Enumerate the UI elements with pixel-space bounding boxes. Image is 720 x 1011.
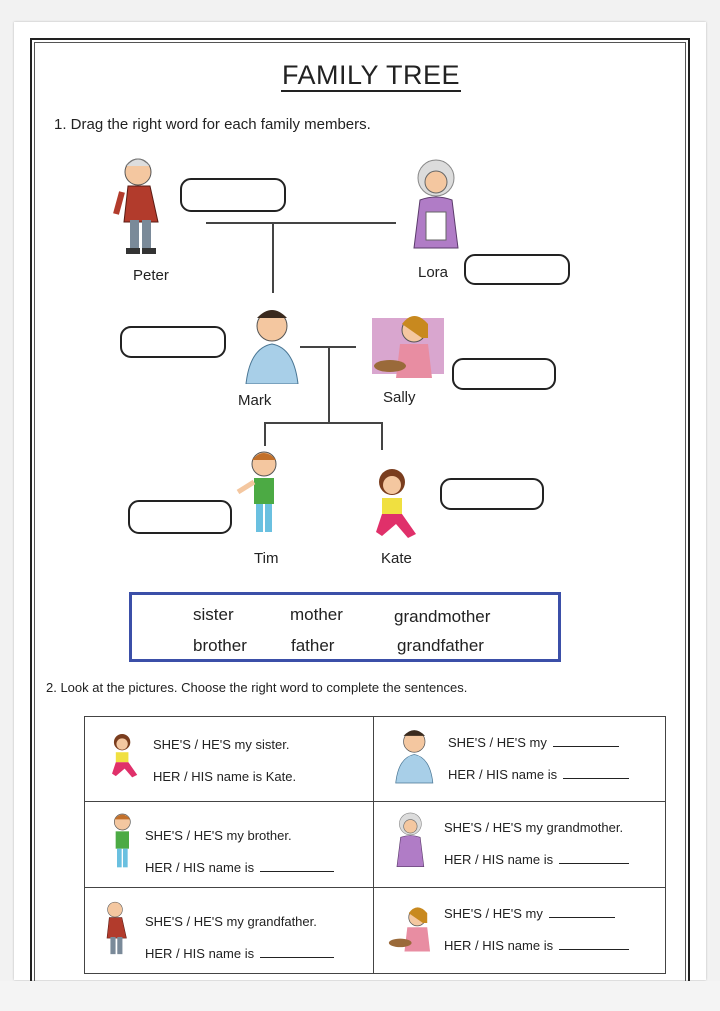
name-tim: Tim [254, 550, 279, 567]
word-grandmother[interactable]: grandmother [394, 607, 491, 626]
word-grandfather[interactable]: grandfather [397, 636, 484, 655]
sentence-r3-right-line1 [444, 906, 615, 921]
table-cell-r2-right [374, 802, 666, 887]
grandfather-illustration [110, 152, 180, 260]
table-cell-r3-right [374, 888, 666, 973]
answer-box-kate[interactable] [440, 478, 544, 510]
tree-line-child-left [264, 422, 266, 446]
answer-blank-r1-right-1[interactable] [553, 736, 619, 747]
answer-box-peter[interactable] [180, 178, 286, 212]
sentence-r3-left-line2-text: HER / HIS name is [145, 946, 255, 961]
father-illustration [238, 300, 308, 384]
sentence-r1-left-line1: SHE'S / HE'S my sister. [153, 737, 290, 752]
sister-thumbnail [107, 727, 141, 785]
word-father[interactable]: father [291, 636, 335, 655]
answer-box-mark[interactable] [120, 326, 226, 358]
word-mother[interactable]: mother [290, 605, 343, 624]
word-brother[interactable]: brother [193, 636, 247, 655]
answer-box-sally[interactable] [452, 358, 556, 390]
sentence-r2-right-line1: SHE'S / HE'S my grandmother. [444, 820, 624, 835]
table-cell-r1-left [85, 717, 373, 801]
sentence-r3-left-line1: SHE'S / HE'S my grandfather. [145, 914, 317, 929]
sentence-r2-left-line2-text: HER / HIS name is [145, 860, 255, 875]
page-bottom-margin [0, 981, 720, 1011]
name-lora: Lora [418, 264, 449, 281]
father-thumbnail [390, 721, 440, 785]
question-2-instruction: 2. Look at the pictures. Choose the right word to complete the sentences. [46, 680, 468, 695]
answer-blank-r2-left[interactable] [260, 861, 334, 872]
sentence-r3-right-line2 [444, 938, 629, 953]
table-cell-r2-left [85, 802, 373, 887]
grandfather-thumbnail [99, 896, 139, 962]
answer-blank-r2-right[interactable] [559, 853, 629, 864]
answer-blank-r3-right-2[interactable] [559, 939, 629, 950]
page-title: FAMILY TREE [282, 60, 461, 90]
table-cell-r3-left [85, 888, 373, 973]
answer-blank-r3-right-1[interactable] [549, 907, 615, 918]
name-sally: Sally [383, 389, 416, 406]
tree-line-parents-down [328, 347, 330, 423]
answer-blank-r3-left[interactable] [260, 947, 334, 958]
brother-illustration [232, 448, 292, 540]
sentence-r3-right-line2-text: HER / HIS name is [444, 938, 554, 953]
tree-line-grandparents-down [272, 223, 274, 293]
sentence-r1-right-line1-text: SHE'S / HE'S my [448, 735, 547, 750]
sister-illustration [368, 466, 422, 542]
brother-thumbnail [101, 808, 141, 876]
table-cell-r1-right [374, 717, 666, 801]
tree-line-child-right [381, 422, 383, 450]
grandmother-illustration [406, 152, 468, 260]
sentence-r2-right-line2 [444, 852, 629, 867]
sentence-r1-right-line1 [448, 735, 619, 750]
sentence-table [84, 716, 666, 974]
sentence-r1-right-line2 [448, 767, 629, 782]
sentence-r1-left-line2: HER / HIS name is Kate. [153, 769, 297, 784]
word-sister[interactable]: sister [193, 605, 234, 624]
word-bank [129, 592, 561, 662]
answer-box-lora[interactable] [464, 254, 570, 285]
sentence-r1-right-line2-text: HER / HIS name is [448, 767, 558, 782]
sentence-r2-right-line2-text: HER / HIS name is [444, 852, 554, 867]
name-peter: Peter [133, 267, 169, 284]
name-kate: Kate [381, 550, 412, 567]
mother-illustration [370, 306, 446, 384]
tree-line-grandparents [206, 222, 396, 224]
sentence-r2-left-line2 [145, 860, 334, 875]
name-mark: Mark [238, 392, 272, 409]
grandmother-thumbnail [392, 808, 430, 874]
question-1-instruction: 1. Drag the right word for each family members. [54, 116, 371, 133]
tree-line-children [264, 422, 382, 424]
answer-blank-r1-right-2[interactable] [563, 768, 629, 779]
sentence-r2-left-line1: SHE'S / HE'S my brother. [145, 828, 292, 843]
mother-thumbnail [386, 900, 440, 956]
sentence-r3-right-line1-text: SHE'S / HE'S my [444, 906, 543, 921]
answer-box-tim[interactable] [128, 500, 232, 534]
sentence-r3-left-line2 [145, 946, 334, 961]
